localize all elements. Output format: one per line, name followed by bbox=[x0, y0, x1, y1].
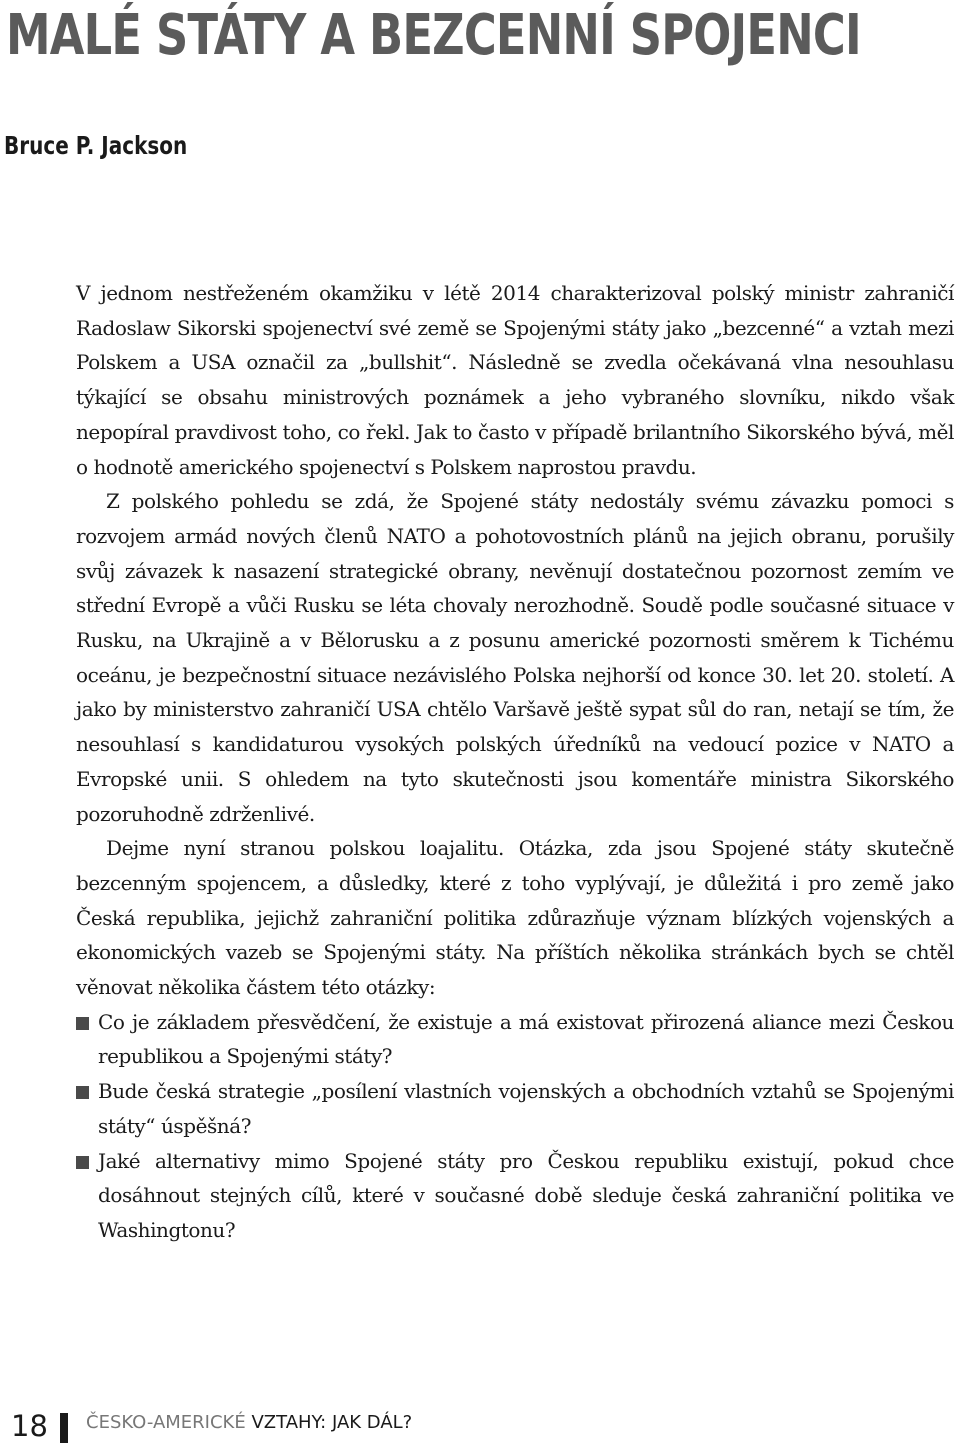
footer-divider-bar bbox=[60, 1413, 68, 1443]
square-bullet-icon bbox=[76, 1156, 89, 1169]
question-text: Jaké alternativy mimo Spojené státy pro Českou republiku existují, pokud chce dosáhnout stejných cílů, které v současné době sleduje česká zahraniční politika ve Washingtonu? bbox=[98, 1148, 954, 1242]
running-title bbox=[86, 1412, 412, 1434]
question-text: Co je základem přesvědčení, že existuje a má existovat přirozená aliance mezi Českou republikou a Spojenými státy? bbox=[98, 1009, 954, 1069]
running-title-part2: VZTAHY: JAK DÁL? bbox=[251, 1412, 413, 1433]
page-number: 18 bbox=[11, 1409, 48, 1443]
question-item bbox=[76, 1144, 954, 1248]
article-body bbox=[76, 276, 954, 1248]
page-footer bbox=[0, 1396, 960, 1443]
question-text: Bude česká strategie „posílení vlastních vojenských a obchodních vztahů se Spojenými státy“ úspěšná? bbox=[98, 1079, 954, 1138]
article-author: Bruce P. Jackson bbox=[4, 131, 188, 160]
paragraph-polish-perspective: Z polského pohledu se zdá, že Spojené státy nedostály svému závazku pomoci s rozvojem armád nových členů NATO a pohotovostních plánů na jejich obranu, porušily svůj závazek k nasazení strategické obrany, nevěnují dostatečnou pozornost zemím ve střední Evropě a vůči Rusku se léta chovaly nerozhodně. Soudě podle současné situace v Rusku, na Ukrajině a v Bělorusku a z posunu americké pozornosti směrem k Tichému oceánu, je bezpečnostní situace nezávislého Polska nejhorší od konce 30. let 20. století. A jako by ministerstvo zahraničí USA chtělo Varšavě ještě sypat sůl do ran, netají se tím, že nesouhlasí s kandidaturou vysokých polských úředníků na vedoucí pozice v NATO a Evropské unii. S ohledem na tyto skutečnosti jsou komentáře ministra Sikorského pozoruhodně zdrženlivé. bbox=[76, 489, 954, 826]
article-title: MALÉ STÁTY A BEZCENNÍ SPOJENCI bbox=[6, 3, 861, 68]
paragraph-intro: V jednom nestřeženém okamžiku v létě 2014 charakterizoval polský ministr zahraničí Radoslaw Sikorski spojenectví své země se Spojenými státy jako „bezcenné“ a vztah mezi Polskem a USA označil za „bullshit“. Následně se zvedla očekávaná vlna nesouhlasu týkající se obsahu ministrových poznámek a jeho vybraného slovníku, nikdo však nepopíral pravdivost toho, co řekl. Jak to často v případě brilantního Sikorského bývá, měl o hodnotě amerického spojenectví s Polskem naprostou pravdu. bbox=[76, 281, 954, 479]
question-list bbox=[76, 1005, 954, 1248]
running-title-part1: ČESKO-AMERICKÉ bbox=[86, 1412, 252, 1433]
paragraph-loyalty: Dejme nyní stranou polskou loajalitu. Otázka, zda jsou Spojené státy skutečně bezcenným spojencem, a důsledky, které z toho vyplývají, je důležitá i pro země jako Česká republika, jejichž zahraniční politika zdůrazňuje význam blízkých vojenských a ekonomických vazeb se Spojenými státy. Na příštích několika stránkách bych se chtěl věnovat několika částem této otázky: bbox=[76, 836, 954, 1000]
question-item bbox=[76, 1005, 954, 1074]
question-item bbox=[76, 1074, 954, 1143]
square-bullet-icon bbox=[76, 1017, 89, 1030]
square-bullet-icon bbox=[76, 1086, 89, 1099]
